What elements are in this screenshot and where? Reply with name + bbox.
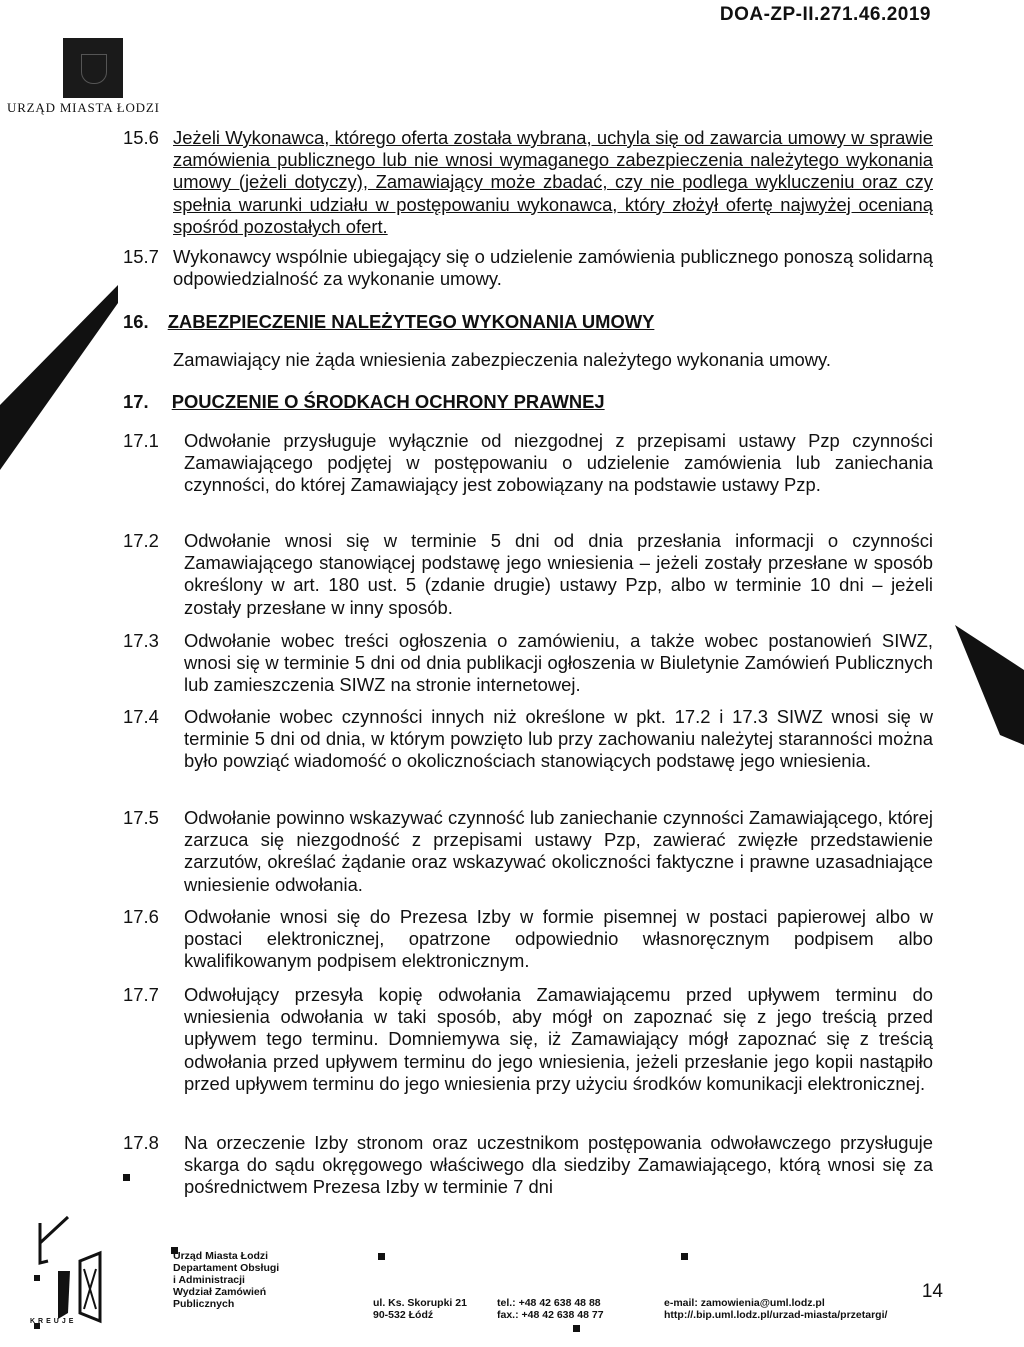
paragraph-number: 17.8 [123,1132,159,1153]
office-name: URZĄD MIASTA ŁODZI [7,100,160,115]
footer-address-line: 90-532 Łódź [373,1309,434,1321]
paragraph-text: Zamawiający nie żąda wniesienia zabezpieczenia należytego wykonania umowy. [173,349,831,370]
footer-org-line: Urząd Miasta Łodzi [173,1250,269,1262]
footer-organization [173,1250,279,1310]
paragraph-text: Jeżeli Wykonawca, którego oferta została wybrana, uchyla się od zawarcia umowy w sprawie zamówienia publicznego lub nie wnosi wymaganego zabezpieczenia należytego wykonania umowy (jeżeli dotyczy), Zamawiający może zbadać, czy nie podlega wykluczeniu oraz czy spełnia warunki udziału w postępowaniu wykonawca, który złożył ofertę najwyżej ocenianą spośród pozostałych ofert. [173,127,933,237]
section-number: 16. [123,311,149,332]
footer-phone [497,1297,604,1321]
paragraph-text: Odwołujący przesyła kopię odwołania Zamawiającemu przed upływem terminu do wniesienia odwołania w taki sposób, aby mógł on zapoznać się z jego treścią przed upływem tego terminu. Domniemywa się, iż Zamawiający mógł zapoznać się z treścią odwołania przed upływem terminu do jego wniesienia, jeżeli przesłanie jego kopii nastąpiło przed upływem terminu do jego wniesienia przy użyciu środków komunikacji elektronicznej. [184,984,933,1094]
footer-website-link[interactable]: http://.bip.uml.lodz.pl/urzad-miasta/przetargi/ [664,1309,888,1321]
paragraph-number: 17.5 [123,807,159,828]
document-reference: DOA-ZP-II.271.46.2019 [719,4,931,25]
emblem-caption: KREUJE [30,1318,77,1325]
footer-address [373,1297,467,1321]
paragraph-text: Odwołanie powinno wskazywać czynność lub zaniechanie czynności Zamawiającego, której zarzuca się niezgodność z przepisami ustawy Pzp, zawierać zwięzłe przedstawienie zarzutów, określać żądanie oraz wskazywać okoliczności faktyczne i prawne uzasadniające wniesienie odwołania. [184,807,933,895]
footer-org-line: Publicznych [173,1298,235,1310]
paragraph-17-5 [123,807,933,896]
section-title: ZABEZPIECZENIE NALEŻYTEGO WYKONANIA UMOWY [167,311,655,332]
paragraph-text: Odwołanie wobec treści ogłoszenia o zamówieniu, a także wobec postanowień SIWZ, wnosi się w terminie 5 dni od dnia publikacji ogłoszenia w Biuletynie Zamówień Publicznych lub zamieszczenia SIWZ na stronie internetowej. [184,630,933,696]
paragraph-number: 17.4 [123,706,159,727]
bullet-marker [378,1253,385,1260]
paragraph-17-1 [123,430,933,497]
paragraph-text: Na orzeczenie Izby stronom oraz uczestnikom postępowania odwoławczego przysługuje skarga do sądu okręgowego właściwego dla siedziby Zamawiającego, którą wnosi się za pośrednictwem Prezesa Izby w terminie 7 dni [184,1132,933,1198]
footer-org-line: i Administracji [173,1274,245,1286]
paragraph-15-6 [123,127,933,238]
paragraph-17-2 [123,530,933,619]
paragraph-number: 17.3 [123,630,159,651]
paragraph-17-6 [123,906,933,973]
footer-org-line: Wydział Zamówień [173,1286,267,1298]
scan-edge-shadow-right [955,625,1024,745]
page-number: 14 [921,1281,943,1302]
paragraph-text: Odwołanie wobec czynności innych niż określone w pkt. 17.2 i 17.3 SIWZ wnosi się w terminie 5 dni od dnia, w którym powzięto lub przy zachowaniu należytej staranności można było powziąć wiadomość o okolicznościach stanowiących podstawę jego wniesienia. [184,706,933,772]
footer-email-link[interactable]: e-mail: zamowienia@uml.lodz.pl [664,1297,825,1309]
paragraph-number: 15.7 [123,246,159,267]
paragraph-number: 17.1 [123,430,159,451]
scan-edge-shadow-left [0,285,118,470]
paragraph-text: Wykonawcy wspólnie ubiegający się o udzielenie zamówienia publicznego ponoszą solidarną odpowiedzialność za wykonanie umowy. [173,246,933,290]
footer-org-line: Departament Obsługi [173,1262,280,1274]
paragraph-text: Odwołanie przysługuje wyłącznie od niezgodnej z przepisami ustawy Pzp czynności Zamawiającego podjętej w postępowaniu o udzielenie zamówienia lub zaniechania czynności, do której Zamawiający jest zobowiązany na podstawie ustawy Pzp. [184,430,933,496]
paragraph-17-4 [123,706,933,773]
section-heading-17 [123,391,605,413]
bullet-marker [123,1174,130,1181]
paragraph-number: 17.2 [123,530,159,551]
city-coat-of-arms-logo [63,38,123,98]
bullet-marker [573,1325,580,1332]
paragraph-17-8 [123,1132,933,1199]
footer-address-line: ul. Ks. Skorupki 21 [373,1297,467,1309]
paragraph-number: 17.7 [123,984,159,1005]
paragraph-number: 15.6 [123,127,159,148]
paragraph-17-3 [123,630,933,697]
paragraph-16 [173,349,933,371]
paragraph-number: 17.6 [123,906,159,927]
footer-web [664,1297,887,1321]
section-number: 17. [123,391,149,412]
footer-phone-line: tel.: +48 42 638 48 88 [497,1297,601,1309]
section-title: POUCZENIE O ŚRODKACH OCHRONY PRAWNEJ [171,391,605,412]
section-heading-16 [123,311,654,333]
footer-phone-line: fax.: +48 42 638 48 77 [497,1309,604,1321]
paragraph-17-7 [123,984,933,1095]
paragraph-text: Odwołanie wnosi się do Prezesa Izby w formie pisemnej w postaci papierowej albo w postaci elektronicznej, opatrzone odpowiednio własnoręcznym podpisem albo kwalifikowanym podpisem elektronicznym. [184,906,933,972]
bullet-marker [681,1253,688,1260]
paragraph-text: Odwołanie wnosi się w terminie 5 dni od dnia przesłania informacji o czynności Zamawiającego stanowiącej podstawę jego wniesienia – jeżeli zostały przesłane w sposób określony w art. 180 ust. 5 (zdanie drugie) ustawy Pzp, albo w terminie 10 dni – jeżeli zostały przesłane w inny sposób. [184,530,933,618]
paragraph-15-7 [123,246,933,290]
